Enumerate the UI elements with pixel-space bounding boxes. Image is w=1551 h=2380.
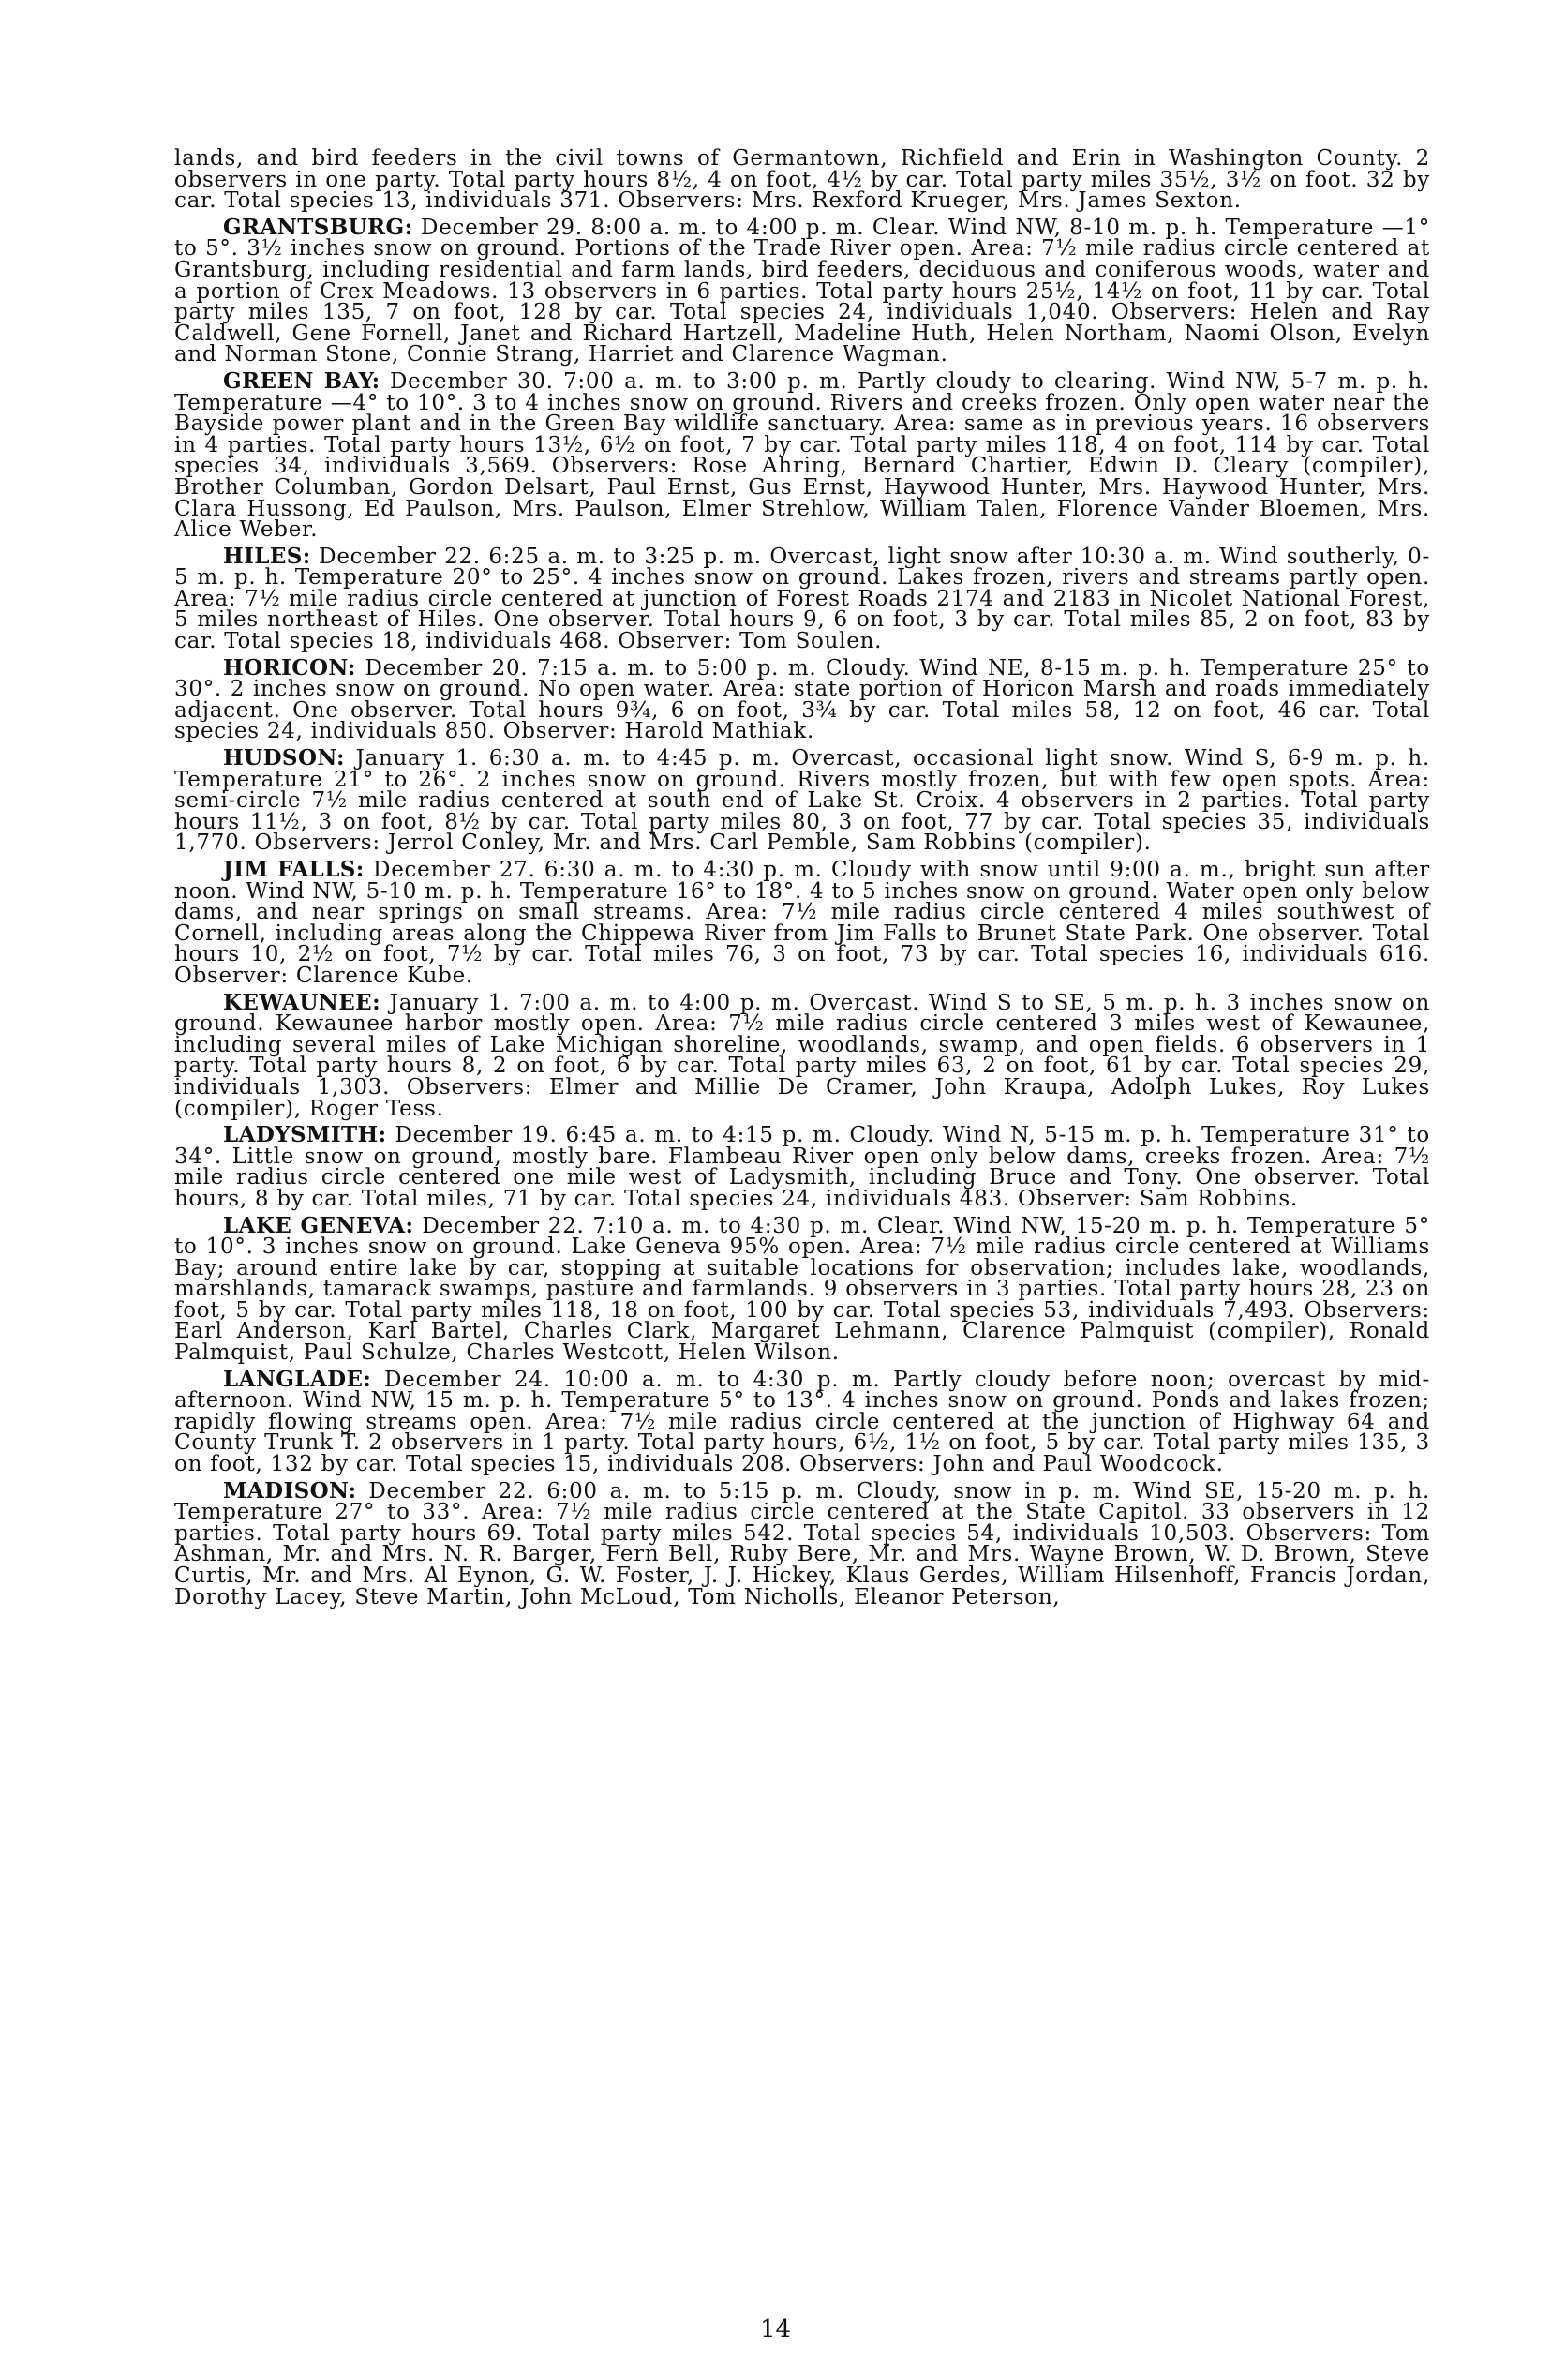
count-entry-grantsburg xyxy=(174,214,1430,367)
place-name: LAKE GENEVA: xyxy=(223,1212,414,1238)
entry-text: December 19. 6:45 a. m. to 4:15 p. m. Cloudy. Wind N, 5-15 m. p. h. Temperature 31° to 34°. Little snow on ground, mostly bare. Flambeau River open only below dams, creeks frozen. Area: 7½ mile radius circle centered one mile west of Ladysmith, including Bruce and Tony. One observer. Total hours, 8 by car. Total miles, 71 by car. Total species 24, individuals 483. Observer: Sam Robbins. xyxy=(174,1123,1430,1211)
count-entry-madison xyxy=(174,1477,1430,1609)
place-name: LADYSMITH: xyxy=(223,1122,387,1148)
count-entry-langlade xyxy=(174,1366,1430,1477)
place-name: JIM FALLS: xyxy=(223,857,365,882)
count-entry-jim-falls xyxy=(174,857,1430,988)
page-body xyxy=(174,148,1430,1613)
place-name: HUDSON: xyxy=(223,745,345,771)
place-name: LANGLADE: xyxy=(223,1366,372,1392)
count-entry-kewaunee xyxy=(174,989,1430,1121)
entry-text: January 1. 7:00 a. m. to 4:00 p. m. Overcast. Wind S to SE, 5 m. p. h. 3 inches snow on ground. Kewaunee harbor mostly open. Area: 7½ mile radius circle centered 3 miles west of Kewaunee, including several miles of Lake Michigan shoreline, woodlands, swamp, and open fields. 6 observers in 1 party. Total party hours 8, 2 on foot, 6 by car. Total party miles 63, 2 on foot, 61 by car. Total species 29, individuals 1,303. Observers: Elmer and Millie De Cramer, John Kraupa, Adolph Lukes, Roy Lukes (compiler), Roger Tess. xyxy=(174,990,1430,1121)
entry-text: December 30. 7:00 a. m. to 3:00 p. m. Partly cloudy to clearing. Wind NW, 5-7 m. p. h. Temperature —4° to 10°. 3 to 4 inches snow on ground. Rivers and creeks frozen. Only open water near the Bayside power plant and in the Green Bay wildlife sanctuary. Area: same as in previous years. 16 observers in 4 parties. Total party hours 13½, 6½ on foot, 7 by car. Total party miles 118, 4 on foot, 114 by car. Total species 34, individuals 3,569. Observers: Rose Ahring, Bernard Chartier, Edwin D. Cleary (compiler), Brother Columban, Gordon Delsart, Paul Ernst, Gus Ernst, Haywood Hunter, Mrs. Haywood Hunter, Mrs. Clara Hussong, Ed Paulson, Mrs. Paulson, Elmer Strehlow, William Talen, Florence Vander Bloemen, Mrs. Alice Weber. xyxy=(174,368,1430,543)
count-entry-ladysmith xyxy=(174,1122,1430,1211)
page-number: 14 xyxy=(759,2315,792,2343)
place-name: HILES: xyxy=(223,543,311,569)
count-entry-horicon xyxy=(174,654,1430,744)
entry-text: December 22. 6:00 a. m. to 5:15 p. m. Cloudy, snow in p. m. Wind SE, 15-20 m. p. h. Temperature 27° to 33°. Area: 7½ mile radius circle centered at the State Capitol. 33 observers in 12 parties. Total party hours 69. Total party miles 542. Total species 54, individuals 10,503. Observers: Tom Ashman, Mr. and Mrs. N. R. Barger, Fern Bell, Ruby Bere, Mr. and Mrs. Wayne Brown, W. D. Brown, Steve Curtis, Mr. and Mrs. Al Eynon, G. W. Foster, J. J. Hickey, Klaus Gerdes, William Hilsenhoff, Francis Jordan, Dorothy Lacey, Steve Martin, John McLoud, Tom Nicholls, Eleanor Peterson, xyxy=(174,1478,1430,1609)
count-entry-green-bay xyxy=(174,367,1430,543)
place-name: GREEN BAY: xyxy=(223,367,380,394)
place-name: GRANTSBURG: xyxy=(223,214,413,240)
entry-text: December 20. 7:15 a. m. to 5:00 p. m. Cloudy. Wind NE, 8-15 m. p. h. Temperature 25° to 30°. 2 inches snow on ground. No open water. Area: state portion of Horicon Marsh and roads immediately adjacent. One observer. Total hours 9¾, 6 on foot, 3¾ by car. Total miles 58, 12 on foot, 46 car. Total species 24, individuals 850. Observer: Harold Mathiak. xyxy=(174,655,1430,744)
entry-text: December 22. 6:25 a. m. to 3:25 p. m. Overcast, light snow after 10:30 a. m. Wind southerly, 0-5 m. p. h. Temperature 20° to 25°. 4 inches snow on ground. Lakes frozen, rivers and streams partly open. Area: 7½ mile radius circle centered at junction of Forest Roads 2174 and 2183 in Nicolet National Forest, 5 miles northeast of Hiles. One observer. Total hours 9, 6 on foot, 3 by car. Total miles 85, 2 on foot, 83 by car. Total species 18, individuals 468. Observer: Tom Soulen. xyxy=(174,544,1430,654)
entry-text: December 22. 7:10 a. m. to 4:30 p. m. Clear. Wind NW, 15-20 m. p. h. Temperature 5° to 10°. 3 inches snow on ground. Lake Geneva 95% open. Area: 7½ mile radius circle centered at Williams Bay; around entire lake by car, stopping at suitable locations for observation; includes lake, woodlands, marshlands, tamarack swamps, pasture and farmlands. 9 observers in 3 parties. Total party hours 28, 23 on foot, 5 by car. Total party miles 118, 18 on foot, 100 by car. Total species 53, individuals 7,493. Observers: Earl Anderson, Karl Bartel, Charles Clark, Margaret Lehmann, Clarence Palmquist (compiler), Ronald Palmquist, Paul Schulze, Charles Westcott, Helen Wilson. xyxy=(174,1213,1431,1366)
entry-text: December 27. 6:30 a. m. to 4:30 p. m. Cloudy with snow until 9:00 a. m., bright sun after noon. Wind NW, 5-10 m. p. h. Temperature 16° to 18°. 4 to 5 inches snow on ground. Water open only below dams, and near springs on small streams. Area: 7½ mile radius circle centered 4 miles southwest of Cornell, including areas along the Chippewa River from Jim Falls to Brunet State Park. One observer. Total hours 10, 2½ on foot, 7½ by car. Total miles 76, 3 on foot, 73 by car. Total species 16, individuals 616. Observer: Clarence Kube. xyxy=(174,858,1430,988)
place-name: KEWAUNEE: xyxy=(223,989,380,1015)
intro-paragraph: lands, and bird feeders in the civil towns of Germantown, Richfield and Erin in Washington County. 2 observers in one party. Total party hours 8½, 4 on foot, 4½ by car. Total party miles 35½, 3½ on foot. 32 by car. Total species 13, individuals 371. Observers: Mrs. Rexford Krueger, Mrs. James Sexton. xyxy=(174,146,1430,214)
count-entry-lake-geneva xyxy=(174,1212,1431,1366)
place-name: HORICON: xyxy=(223,654,356,681)
place-name: MADISON: xyxy=(223,1477,357,1504)
count-entry-hiles xyxy=(174,543,1430,654)
entry-text: December 29. 8:00 a. m. to 4:00 p. m. Clear. Wind NW, 8-10 m. p. h. Temperature —1° to 5°. 3½ inches snow on ground. Portions of the Trade River open. Area: 7½ mile radius circle centered at Grantsburg, including residential and farm lands, bird feeders, deciduous and coniferous woods, water and a portion of Crex Meadows. 13 observers in 6 parties. Total party hours 25½, 14½ on foot, 11 by car. Total party miles 135, 7 on foot, 128 by car. Total species 24, individuals 1,040. Observers: Helen and Ray Caldwell, Gene Fornell, Janet and Richard Hartzell, Madeline Huth, Helen Northam, Naomi Olson, Evelyn and Norman Stone, Connie Strang, Harriet and Clarence Wagman. xyxy=(174,215,1430,367)
count-entry-hudson xyxy=(174,745,1430,856)
entry-text: December 24. 10:00 a. m. to 4:30 p. m. Partly cloudy before noon; overcast by mid-afternoon. Wind NW, 15 m. p. h. Temperature 5° to 13°. 4 inches snow on ground. Ponds and lakes frozen; rapidly flowing streams open. Area: 7½ mile radius circle centered at the junction of Highway 64 and County Trunk T. 2 observers in 1 party. Total party hours, 6½, 1½ on foot, 5 by car. Total party miles 135, 3 on foot, 132 by car. Total species 15, individuals 208. Observers: John and Paul Woodcock. xyxy=(174,1367,1430,1477)
entry-text: January 1. 6:30 a. m. to 4:45 p. m. Overcast, occasional light snow. Wind S, 6-9 m. p. h. Temperature 21° to 26°. 2 inches snow on ground. Rivers mostly frozen, but with few open spots. Area: semi-circle 7½ mile radius centered at south end of Lake St. Croix. 4 observers in 2 parties. Total party hours 11½, 3 on foot, 8½ by car. Total party miles 80, 3 on foot, 77 by car. Total species 35, individuals 1,770. Observers: Jerrol Conley, Mr. and Mrs. Carl Pemble, Sam Robbins (compiler). xyxy=(174,746,1430,856)
